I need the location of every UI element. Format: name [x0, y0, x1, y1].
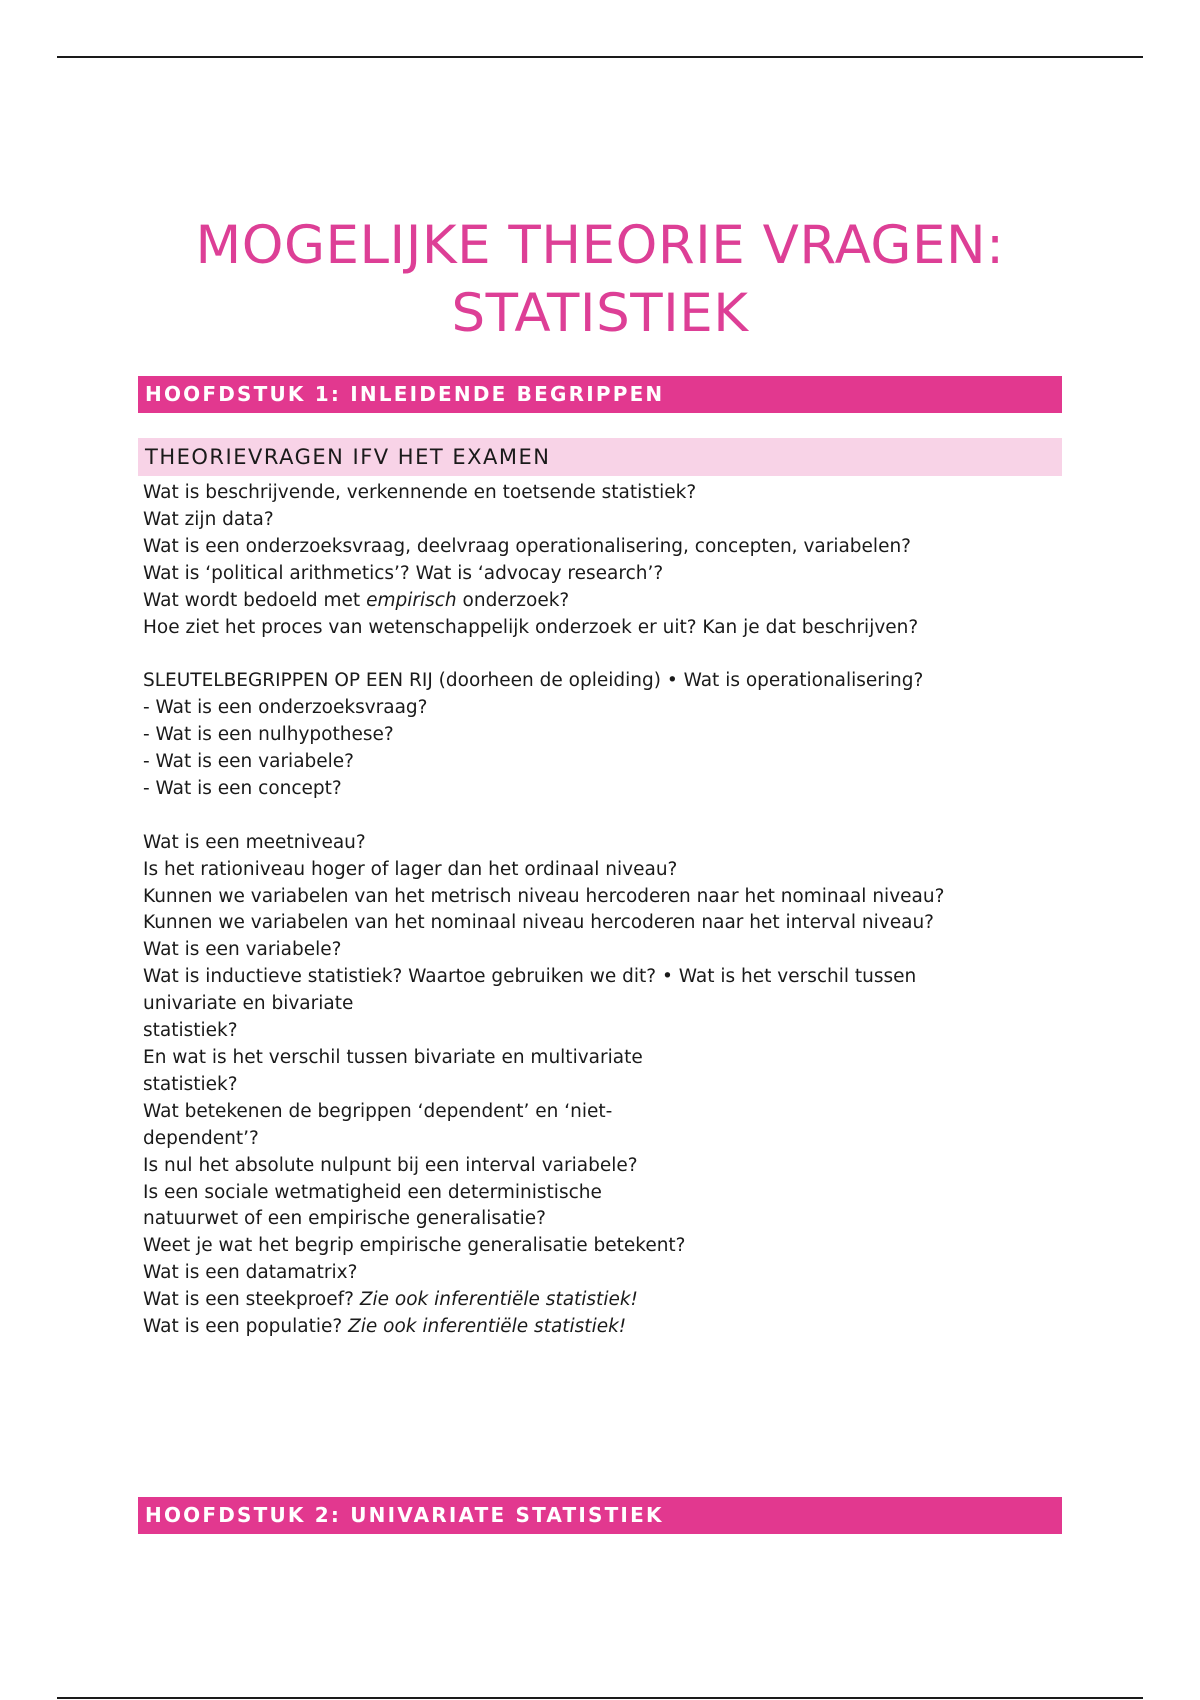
- document-title: [0, 212, 1200, 348]
- spacer: [143, 641, 1043, 668]
- key-concepts-line: SLEUTELBEGRIPPEN OP EEN RIJ (doorheen de opleiding) • Wat is operationalisering?: [143, 670, 924, 692]
- question-line: Wat is een meetniveau?: [143, 831, 366, 853]
- question-line: Is nul het absolute nulpunt bij een interval variabele?: [143, 1154, 638, 1176]
- question-line: Is een sociale wetmatigheid een deterministische: [143, 1181, 602, 1203]
- question-text: onderzoek?: [456, 589, 570, 611]
- question-line: Hoe ziet het proces van wetenschappelijk onderzoek er uit? Kan je dat beschrijven?: [143, 616, 919, 638]
- question-line: statistiek?: [143, 1073, 238, 1095]
- question-line: natuurwet of een empirische generalisatie?: [143, 1208, 546, 1230]
- spacer: [143, 803, 1043, 830]
- question-line: dependent’?: [143, 1127, 259, 1149]
- question-text: Wat is een populatie?: [143, 1316, 349, 1338]
- question-line: univariate en bivariate: [143, 993, 354, 1015]
- question-line: Wat is een datamatrix?: [143, 1262, 358, 1284]
- question-line-steekproef: [143, 1287, 1043, 1314]
- key-concepts-item: - Wat is een variabele?: [143, 751, 354, 773]
- question-line-populatie: [143, 1314, 1043, 1341]
- title-line-2: STATISTIEK: [451, 283, 749, 344]
- question-text: Wat wordt bedoeld met: [143, 589, 367, 611]
- question-line: statistiek?: [143, 1020, 238, 1042]
- question-line: Wat is beschrijvende, verkennende en toetsende statistiek?: [143, 482, 697, 503]
- question-italic-text: Zie ook inferentiële statistiek!: [348, 1316, 627, 1338]
- question-line: Kunnen we variabelen van het metrisch niveau hercoderen naar het nominaal niveau?: [143, 885, 945, 907]
- key-concepts-item: - Wat is een concept?: [143, 777, 342, 799]
- question-line: Kunnen we variabelen van het nominaal niveau hercoderen naar het interval niveau?: [143, 912, 935, 934]
- top-rule: [57, 56, 1143, 58]
- question-line: Weet je wat het begrip empirische generalisatie betekent?: [143, 1235, 686, 1257]
- question-line: En wat is het verschil tussen bivariate en multivariate: [143, 1047, 643, 1068]
- questions-body: [143, 480, 1043, 1341]
- question-text: Wat is een steekproef?: [143, 1289, 360, 1311]
- question-line: Wat is inductieve statistiek? Waartoe gebruiken we dit? • Wat is het verschil tussen: [143, 966, 917, 988]
- exam-questions-subheading: THEORIEVRAGEN IFV HET EXAMEN: [138, 438, 1062, 476]
- question-line: Wat is een variabele?: [143, 939, 342, 961]
- question-line: Wat betekenen de begrippen ‘dependent’ en ‘niet-: [143, 1100, 613, 1122]
- question-italic-text: empirisch: [366, 589, 457, 611]
- key-concepts-item: - Wat is een onderzoeksvraag?: [143, 697, 428, 719]
- key-concepts-item: - Wat is een nulhypothese?: [143, 724, 394, 746]
- bottom-rule: [57, 1697, 1143, 1699]
- question-line: Wat zijn data?: [143, 508, 274, 530]
- chapter-2-heading: HOOFDSTUK 2: UNIVARIATE STATISTIEK: [138, 1497, 1062, 1534]
- chapter-1-heading: HOOFDSTUK 1: INLEIDENDE BEGRIPPEN: [138, 376, 1062, 413]
- question-line: Wat is een onderzoeksvraag, deelvraag operationalisering, concepten, variabelen?: [143, 535, 912, 557]
- question-line: Is het rationiveau hoger of lager dan het ordinaal niveau?: [143, 858, 678, 880]
- title-line-1: MOGELIJKE THEORIE VRAGEN:: [195, 215, 1005, 276]
- question-line-empirisch: [143, 588, 1043, 615]
- question-italic-text: Zie ook inferentiële statistiek!: [359, 1289, 638, 1311]
- question-line: Wat is ‘political arithmetics’? Wat is ‘advocay research’?: [143, 562, 664, 584]
